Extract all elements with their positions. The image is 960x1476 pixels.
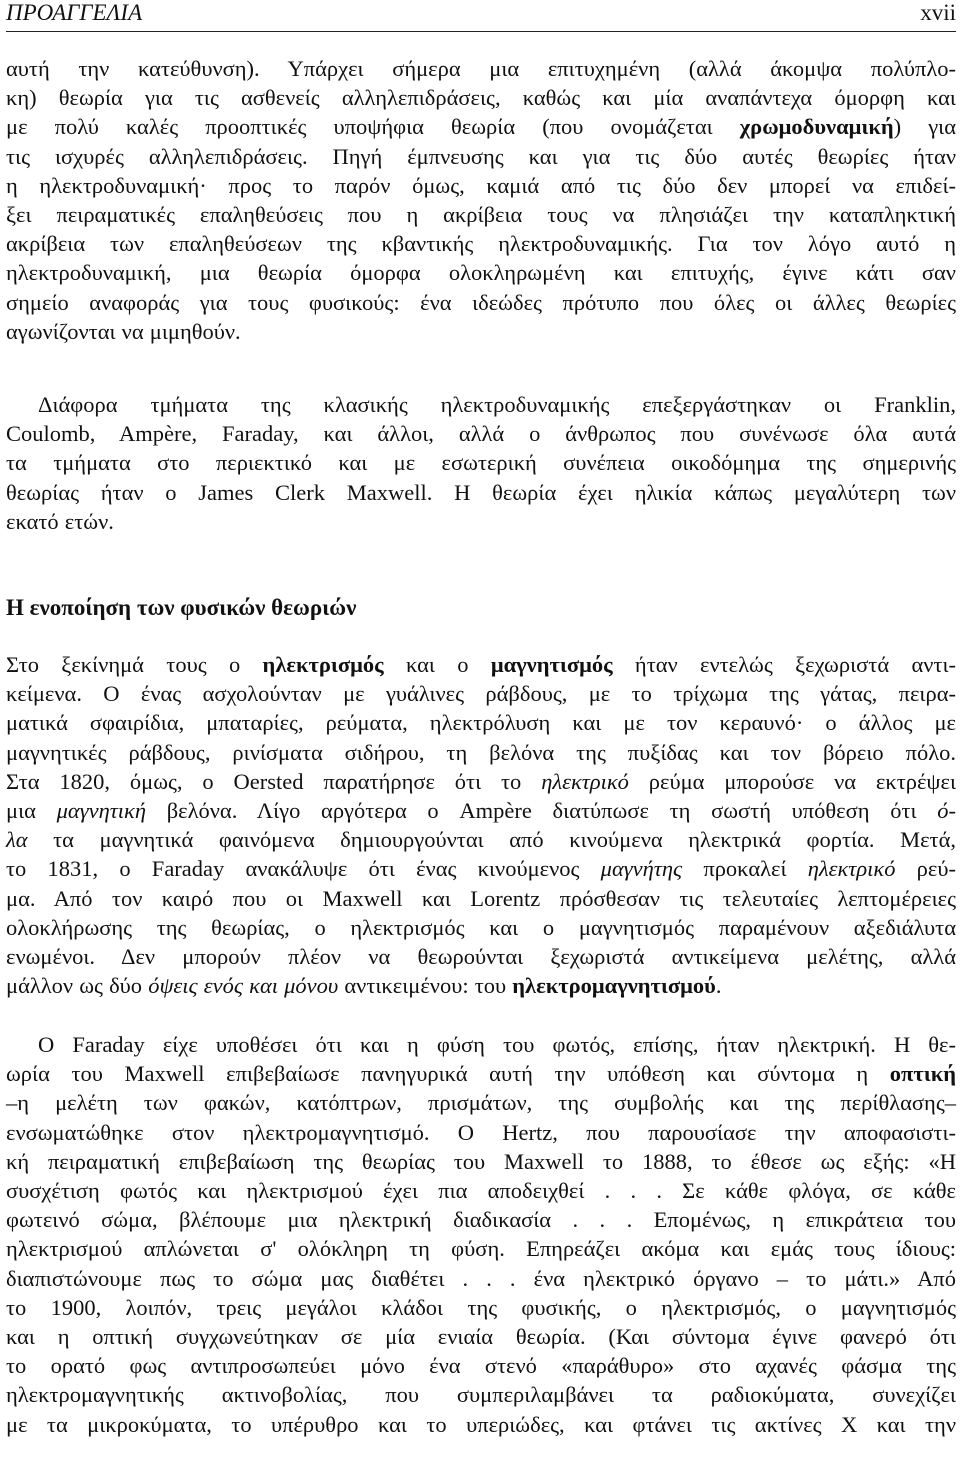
paragraph-line: μαγνητικές ράβδους, ρινίσματα σιδήρου, τη βελόνα της πυξίδας και τον βόρειο πόλο. bbox=[6, 739, 956, 765]
bold-term-magnetism: μαγνητισμός bbox=[490, 652, 613, 677]
header-rule bbox=[6, 31, 956, 32]
section-heading: Η ενοποίηση των φυσικών θεωριών bbox=[6, 595, 357, 620]
text-run: βελόνα. Λίγο αργότερα ο Ampère διατύπωσε τη σωστή υπόθεση ότι bbox=[146, 798, 938, 824]
bold-term-electricity: ηλεκτρισμός bbox=[262, 652, 384, 677]
paragraph-line bbox=[6, 650, 956, 679]
text-run: ήταν εντελώς ξεχωριστά αντι- bbox=[612, 652, 956, 677]
paragraph-line: ενωμένοι. Δεν μπορούν πλέον να θεωρούνται ξεχωριστά αντικείμενα μελέτης, αλλά bbox=[6, 944, 956, 970]
paragraph-line: φωτεινό σώμα, βλέπουμε μια ηλεκτρική διαδικασία . . . Επομένως, η επικράτεια του bbox=[6, 1207, 956, 1233]
paragraph-line: σημείο αναφοράς για τους φυσικούς: ένα ιδεώδες πρότυπο που όλες οι άλλες θεωρίες bbox=[6, 289, 956, 315]
paragraph-line: και η οπτική συγχωνεύτηκαν σε μία ενιαία θεωρία. (Και σύντομα έγινε φανερό ότι bbox=[6, 1324, 956, 1350]
bold-term-optics: οπτική bbox=[889, 1061, 956, 1087]
text-run: με πολύ καλές προοπτικές υποψήφια θεωρία (που ονομάζεται bbox=[6, 114, 740, 140]
paragraph-2 bbox=[6, 390, 956, 536]
paragraph-line: ματικά σφαιρίδια, μπαταρίες, ρεύματα, ηλεκτρόλυση και με τον κεραυνό· ο άλλος με bbox=[6, 710, 956, 736]
page-number: xvii bbox=[920, 0, 956, 25]
paragraph-line: Coulomb, Ampère, Faraday, και άλλοι, αλλά ο άνθρωπος που συνένωσε όλα αυτά bbox=[6, 421, 956, 447]
paragraph-line: τα τμήματα στο περιεκτικό και με εσωτερική συνέπεια οικοδόμημα της σημερινής bbox=[6, 450, 956, 476]
italic-run: μαγνήτης bbox=[600, 856, 683, 882]
paragraph-line: εκατό ετών. bbox=[6, 508, 114, 534]
paragraph-line: ξει πειραματικές επαληθεύσεις που η ακρίβεια τους να πλησιάζει την καταπληκτική bbox=[6, 202, 956, 228]
italic-run: λα bbox=[6, 827, 28, 853]
paragraph-line bbox=[6, 767, 956, 796]
paragraph-line: ολοκλήρωσης της θεωρίας, ο ηλεκτρισμός και ο μαγνητισμός παραμένουν αξεδιάλυτα bbox=[6, 914, 956, 940]
text-run: και ο bbox=[383, 652, 491, 677]
paragraph-line: διαπιστώνουμε πως το σώμα μας διαθέτει . . . ένα ηλεκτρικό όργανο – το μάτι.» Από bbox=[6, 1265, 956, 1291]
text-run: προκαλεί bbox=[682, 856, 808, 882]
paragraph-line: ηλεκτρισμού απλώνεται σ' ολόκληρη τη φύση. Επηρεάζει ακόμα και εμάς τους ίδιους: bbox=[6, 1236, 956, 1262]
text-run: . bbox=[715, 973, 722, 999]
text-run: Στα 1820, όμως, ο Oersted παρατήρησε ότι το bbox=[6, 768, 542, 794]
paragraph-line bbox=[6, 112, 956, 141]
paragraph-line: κή πειραματική επιβεβαίωση της θεωρίας του Maxwell το 1888, το έθεσε ως εξής: «Η bbox=[6, 1148, 956, 1174]
paragraph-line: το 1900, λοιπόν, τρεις μεγάλοι κλάδοι της φυσικής, ο ηλεκτρισμός, ο μαγνητισμός bbox=[6, 1294, 956, 1320]
text-run: μάλλον ως δύο bbox=[6, 973, 149, 999]
paragraph-line: αυτή την κατεύθυνση). Υπάρχει σήμερα μια επιτυχημένη (αλλά άκομψα πολύπλο- bbox=[6, 56, 956, 81]
bold-term-electromagnetism: ηλεκτρομαγνητισμού bbox=[512, 973, 716, 999]
paragraph-line: το ορατό φως αντιπροσωπεύει μόνο ένα στενό «παράθυρο» στο αχανές φάσμα της bbox=[6, 1353, 956, 1379]
paragraph-line: ενσωματώθηκε στον ηλεκτρομαγνητισμό. Ο Hertz, που παρουσίασε την αποφασιστι- bbox=[6, 1119, 956, 1145]
italic-run: ό- bbox=[937, 798, 957, 824]
paragraph-line: αγωνίζονται να μιμηθούν. bbox=[6, 318, 241, 344]
text-run: ) για bbox=[893, 114, 956, 140]
paragraph-4 bbox=[6, 1030, 956, 1439]
paragraph-line: συσχέτιση φωτός και ηλεκτρισμού έχει πια αποδειχθεί . . . Σε κάθε φλόγα, σε κάθε bbox=[6, 1178, 956, 1204]
book-page bbox=[6, 0, 957, 1437]
italic-run: όψεις ενός και μόνου bbox=[148, 973, 339, 999]
italic-run: ηλεκτρικό bbox=[541, 768, 629, 794]
text-run: Στο ξεκίνημά τους ο bbox=[6, 652, 263, 677]
paragraph-line: τις ισχυρές αλληλεπιδράσεις. Πηγή έμπνευσης και για τις δύο αυτές θεωρίες ήταν bbox=[6, 143, 956, 169]
paragraph-line: ηλεκτροδυναμική, μια θεωρία όμορφα ολοκληρωμένη και επιτυχής, έγινε κάτι σαν bbox=[6, 260, 956, 286]
text-run: αντικειμένου: του bbox=[338, 973, 513, 999]
paragraph-line bbox=[6, 854, 956, 883]
text-run: μια bbox=[6, 798, 57, 824]
italic-run: μαγνητική bbox=[56, 798, 146, 824]
paragraph-line: –η μελέτη των φακών, κατόπτρων, πρισμάτων, της συμβολής και της περίθλασης– bbox=[6, 1090, 956, 1116]
paragraph-line: μα. Από τον καιρό που οι Maxwell και Lorentz πρόσθεσαν τις τελευταίες λεπτομέρειες bbox=[6, 885, 956, 911]
paragraph-line: ακρίβεια των επαληθεύσεων της κβαντικής ηλεκτροδυναμικής. Για τον λόγο αυτό η bbox=[6, 231, 956, 257]
paragraph-line: ηλεκτρομαγνητικής ακτινοβολίας, που συμπεριλαμβάνει τα ραδιοκύματα, συνεχίζει bbox=[6, 1382, 956, 1408]
text-run: ρεύμα μπορούσε να εκτρέψει bbox=[628, 768, 956, 794]
text-run: το 1831, ο Faraday ανακάλυψε ότι ένας κινούμενος bbox=[6, 856, 601, 882]
paragraph-3 bbox=[6, 650, 956, 1000]
paragraph-line: Ο Faraday είχε υποθέσει ότι και η φύση του φωτός, επίσης, ήταν ηλεκτρική. Η θε- bbox=[38, 1032, 956, 1057]
bold-term-chromodynamics: χρωμοδυναμική bbox=[739, 114, 894, 140]
text-run: τα μαγνητικά φαινόμενα δημιουργούνται από κινούμενα ηλεκτρικά φορτία. Μετά, bbox=[27, 827, 956, 853]
paragraph-line: Διάφορα τμήματα της κλασικής ηλεκτροδυναμικής επεξεργάστηκαν οι Franklin, bbox=[38, 392, 956, 417]
paragraph-line bbox=[6, 796, 956, 825]
running-head bbox=[6, 0, 956, 26]
paragraph-line: κη) θεωρία για τις ασθενείς αλληλεπιδράσεις, καθώς και μία αναπάντεχα όμορφη και bbox=[6, 85, 956, 111]
paragraph-line: με τα μικροκύματα, το υπέρυθρο και το υπεριώδες, και φτάνει τις ακτίνες X και την bbox=[6, 1411, 956, 1437]
italic-run: ηλεκτρικό bbox=[807, 856, 896, 882]
paragraph-line: κείμενα. Ο ένας ασχολούνταν με γυάλινες ράβδους, με το τρίχωμα της γάτας, πειρα- bbox=[6, 681, 956, 707]
paragraph-line bbox=[6, 825, 956, 854]
text-run: ωρία του Maxwell επιβεβαίωσε πανηγυρικά αυτή την υπόθεση και σύντομα η bbox=[6, 1061, 890, 1087]
paragraph-line: θεωρίας ήταν ο James Clerk Maxwell. Η θεωρία έχει ηλικία κάπως μεγαλύτερη των bbox=[6, 479, 956, 505]
text-run: ρεύ- bbox=[895, 856, 956, 882]
paragraph-1 bbox=[6, 54, 956, 346]
chapter-title: ΠΡΟΑΓΓΕΛΙΑ bbox=[6, 0, 143, 25]
paragraph-line bbox=[6, 971, 956, 1000]
paragraph-line bbox=[6, 1059, 956, 1088]
paragraph-line: η ηλεκτροδυναμική· προς το παρόν όμως, καμιά από τις δύο δεν μπορεί να επιδεί- bbox=[6, 172, 956, 198]
